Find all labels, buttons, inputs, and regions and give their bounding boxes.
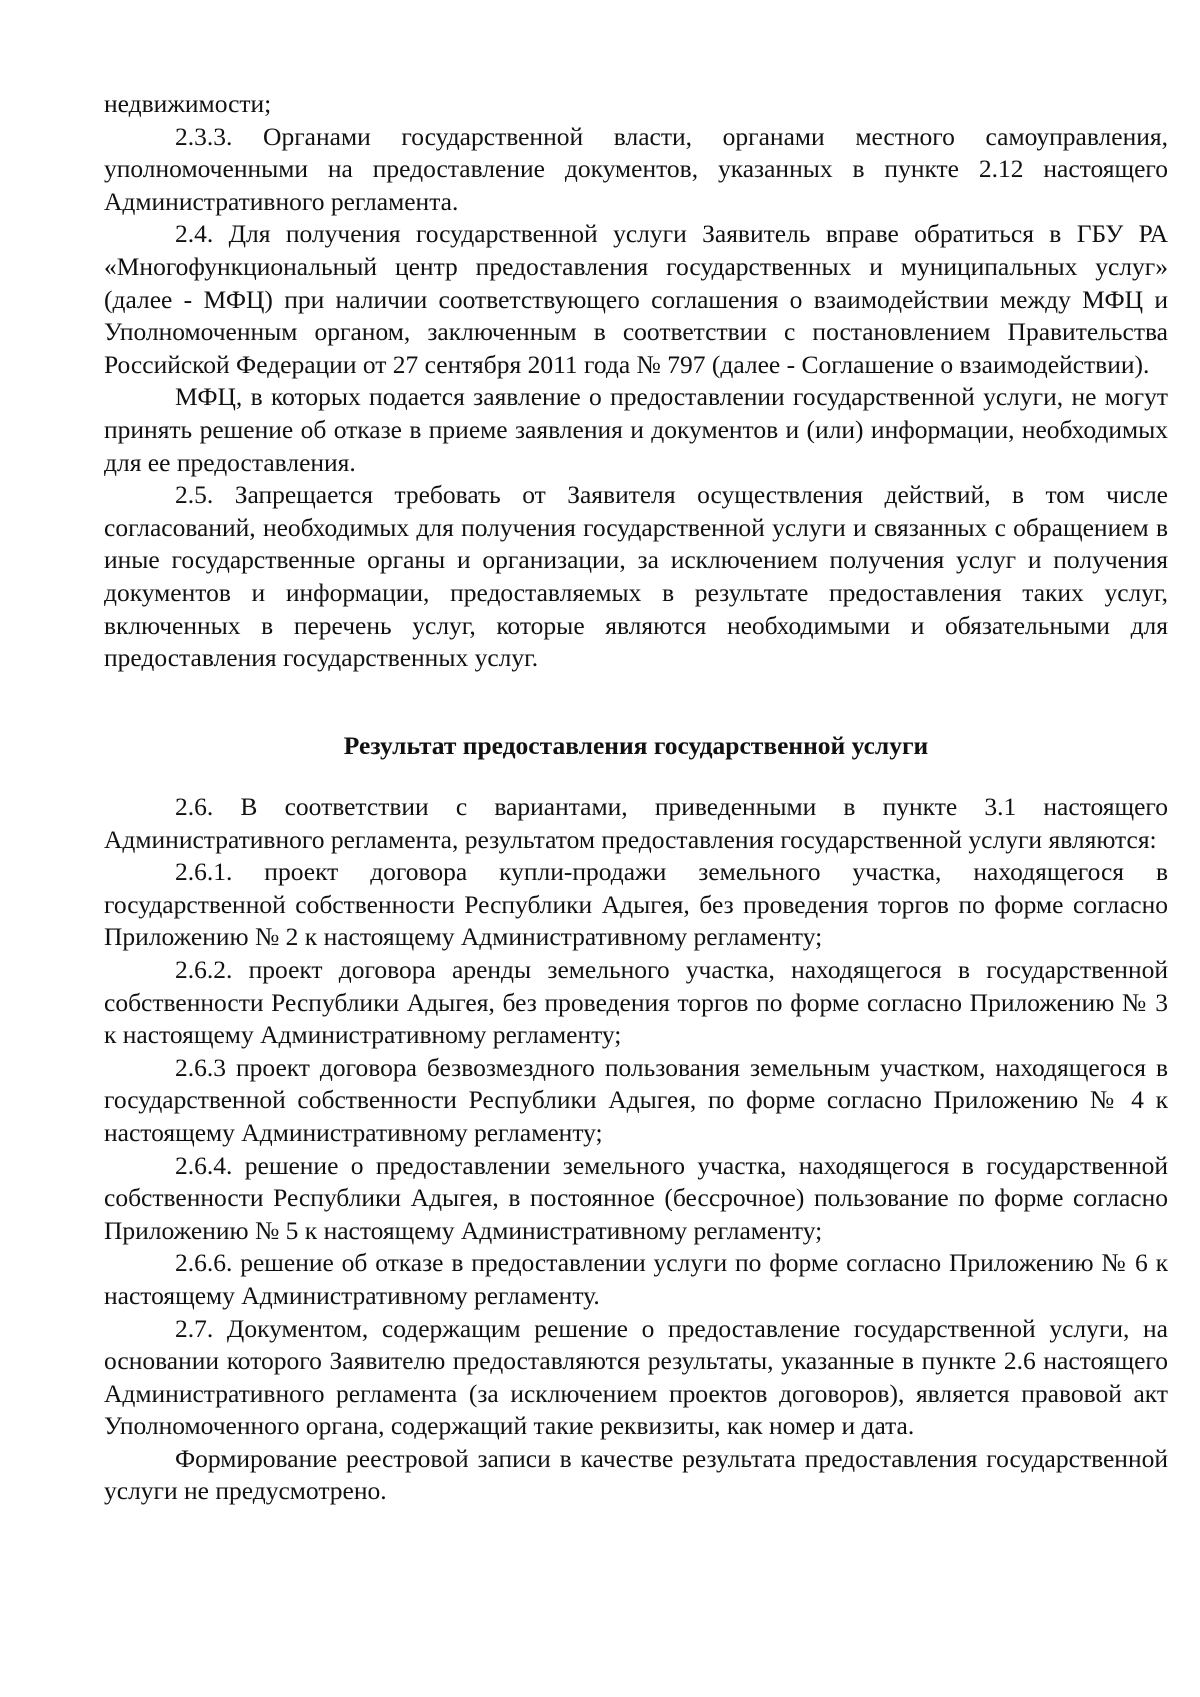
paragraph-2-4: 2.4. Для получения государственной услуги Заявитель вправе обратиться в ГБУ РА «Многофункциональный центр предоставления государственных и муниципальных услуг» (далее - МФЦ) при наличии соответствующего соглашения о взаимодействии между МФЦ и Уполномоченным органом, заключенным в соответствии с постановлением Правительства Российской Федерации от 27 сентября 2011 года № 797 (далее - Соглашение о взаимодействии). [104, 219, 1168, 379]
paragraph-registry: Формирование реестровой записи в качестве результата предоставления государственной услуги не предусмотрено. [104, 1443, 1168, 1506]
paragraph-2-6-2: 2.6.2. проект договора аренды земельного участка, находящегося в государственной собственности Республики Адыгея, без проведения торгов по форме согласно Приложению № 3 к настоящему Административному регламенту; [104, 954, 1168, 1050]
paragraph-fragment: недвижимости; [104, 89, 272, 118]
paragraph-2-6-3: 2.6.3 проект договора безвозмездного пользования земельным участком, находящегося в государственной собственности Республики Адыгея, по форме согласно Приложению № 4 к настоящему Административному регламенту; [104, 1052, 1168, 1147]
paragraph-2-7: 2.7. Документом, содержащим решение о предоставление государственной услуги, на основании которого Заявителю предоставляются результаты, указанные в пункте 2.6 настоящего Административного регламента (за исключением проектов договоров), является правовой акт Уполномоченного органа, содержащий такие реквизиты, как номер и дата. [104, 1313, 1168, 1441]
paragraph-2-6: 2.6. В соответствии с вариантами, приведенными в пункте 3.1 настоящего Административного регламента, результатом предоставления государственной услуги являются: [104, 792, 1168, 854]
paragraph-mfc: МФЦ, в которых подается заявление о предоставлении государственной услуги, не могут принять решение об отказе в приеме заявления и документов и (или) информации, необходимых для ее предоставления. [104, 382, 1168, 477]
paragraph-2-5: 2.5. Запрещается требовать от Заявителя осуществления действий, в том числе согласований, необходимых для получения государственной услуги и связанных с обращением в иные государственные органы и организации, за исключением получения услуг и получения документов и информации, предоставляемых в результате предоставления таких услуг, включенных в перечень услуг, которые являются необходимыми и обязательными для предоставления государственных услуг. [104, 480, 1168, 673]
section-heading: Результат предоставления государственной услуги [343, 731, 929, 760]
document-body [104, 88, 1168, 1506]
paragraph-2-3-3: 2.3.3. Органами государственной власти, органами местного самоуправления, уполномоченными на предоставление документов, указанных в пункте 2.12 настоящего Административного регламента. [104, 121, 1168, 216]
paragraph-2-6-6: 2.6.6. решение об отказе в предоставлении услуги по форме согласно Приложению № 6 к настоящему Административному регламенту. [104, 1248, 1168, 1310]
paragraph-2-6-4: 2.6.4. решение о предоставлении земельного участка, находящегося в государственной собственности Республики Адыгея, в постоянное (бессрочное) пользование по форме согласно Приложению № 5 к настоящему Административному регламенту; [104, 1150, 1168, 1245]
paragraph-2-6-1: 2.6.1. проект договора купли-продажи земельного участка, находящегося в государственной собственности Республики Адыгея, без проведения торгов по форме согласно Приложению № 2 к настоящему Административному регламенту; [104, 857, 1168, 952]
section-result-body [104, 791, 1168, 1508]
